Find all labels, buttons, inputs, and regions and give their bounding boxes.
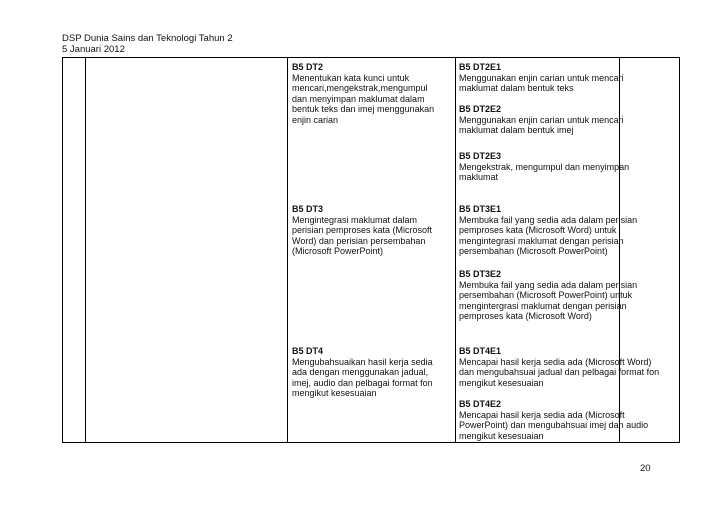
standard-line: mengikut kesesuaian: [292, 388, 377, 399]
evidence-line: pemproses kata (Microsoft Word) untuk: [459, 225, 617, 236]
evidence-line: mengikut kesesuaian: [459, 430, 544, 441]
evidence-line: maklumat dalam bentuk teks: [459, 83, 574, 94]
evidence-line: Menggunakan enjin carian untuk mencari: [459, 114, 624, 125]
standard-line: Mengintegrasi maklumat dalam: [292, 214, 418, 225]
evidence-code: B5 DT3E2: [459, 269, 502, 279]
header-title: DSP Dunia Sains dan Teknologi Tahun 2: [62, 33, 233, 44]
column-divider: [287, 58, 288, 442]
evidence-line: Menggunakan enjin carian untuk mencari: [459, 72, 624, 83]
standard-line: perisian pemproses kata (Microsoft: [292, 225, 433, 236]
standard-code: B5 DT3: [292, 204, 324, 214]
page-number: 20: [640, 463, 651, 474]
evidence-line: maklumat dalam bentuk imej: [459, 125, 574, 136]
evidence-line: Mengekstrak, mengumpul dan menyimpan: [459, 161, 630, 172]
standard-line: mencari,mengekstrak,mengumpul: [292, 83, 428, 94]
standard-code: B5 DT2: [292, 62, 324, 72]
standard-line: Word) dan perisian persembahan: [292, 235, 426, 246]
evidence-code: B5 DT2E3: [459, 151, 502, 161]
evidence-line: Mencapai hasil kerja sedia ada (Microsoft Word): [459, 356, 652, 367]
evidence-line: Membuka fail yang sedia ada dalam perisian: [459, 214, 638, 225]
evidence-block: [459, 346, 659, 388]
evidence-code: B5 DT4E2: [459, 399, 502, 409]
evidence-line: mengintegrasi maklumat dengan perisian: [459, 235, 624, 246]
header-date: 5 Januari 2012: [62, 44, 125, 55]
evidence-code: B5 DT4E1: [459, 346, 502, 356]
evidence-line: persembahan (Microsoft PowerPoint) untuk: [459, 290, 633, 301]
evidence-line: persembahan (Microsoft PowerPoint): [459, 246, 608, 257]
standard-line: enjin carian: [292, 114, 339, 125]
standard-block: [292, 346, 433, 399]
standard-line: ada dengan menggunakan jadual,: [292, 367, 429, 378]
evidence-line: Membuka fail yang sedia ada dalam perisian: [459, 279, 638, 290]
evidence-line: dan mengubahsuai jadual dan pelbagai format fon: [459, 367, 660, 378]
standard-line: Mengubahsuaikan hasil kerja sedia: [292, 356, 433, 367]
evidence-line: pemproses kata (Microsoft Word): [459, 311, 592, 322]
evidence-block: [459, 62, 624, 94]
evidence-line: mengintergrasi maklumat dengan perisian: [459, 300, 627, 311]
standard-line: (Microsoft PowerPoint): [292, 246, 384, 257]
standard-line: Menentukan kata kunci untuk: [292, 72, 410, 83]
evidence-line: maklumat: [459, 172, 499, 183]
standard-line: dan menyimpan maklumat dalam: [292, 93, 425, 104]
standard-block: [292, 204, 432, 257]
evidence-block: [459, 269, 637, 322]
standard-line: imej, audio dan pelbagai format fon: [292, 377, 433, 388]
evidence-line: PowerPoint) dan mengubahsuai imej dan audio: [459, 420, 649, 431]
standard-line: bentuk teks dan imej menggunakan: [292, 104, 435, 115]
standard-code: B5 DT4: [292, 346, 324, 356]
evidence-code: B5 DT2E2: [459, 104, 502, 114]
evidence-block: [459, 399, 648, 441]
column-divider: [85, 58, 86, 442]
evidence-code: B5 DT3E1: [459, 204, 502, 214]
standard-block: [292, 62, 434, 126]
evidence-line: mengikut kesesuaian: [459, 377, 544, 388]
column-divider: [455, 58, 456, 442]
evidence-line: Mencapai hasil kerja sedia ada (Microsoft: [459, 409, 625, 420]
evidence-block: [459, 204, 637, 257]
evidence-block: [459, 104, 624, 136]
evidence-code: B5 DT2E1: [459, 62, 502, 72]
evidence-block: [459, 151, 629, 183]
